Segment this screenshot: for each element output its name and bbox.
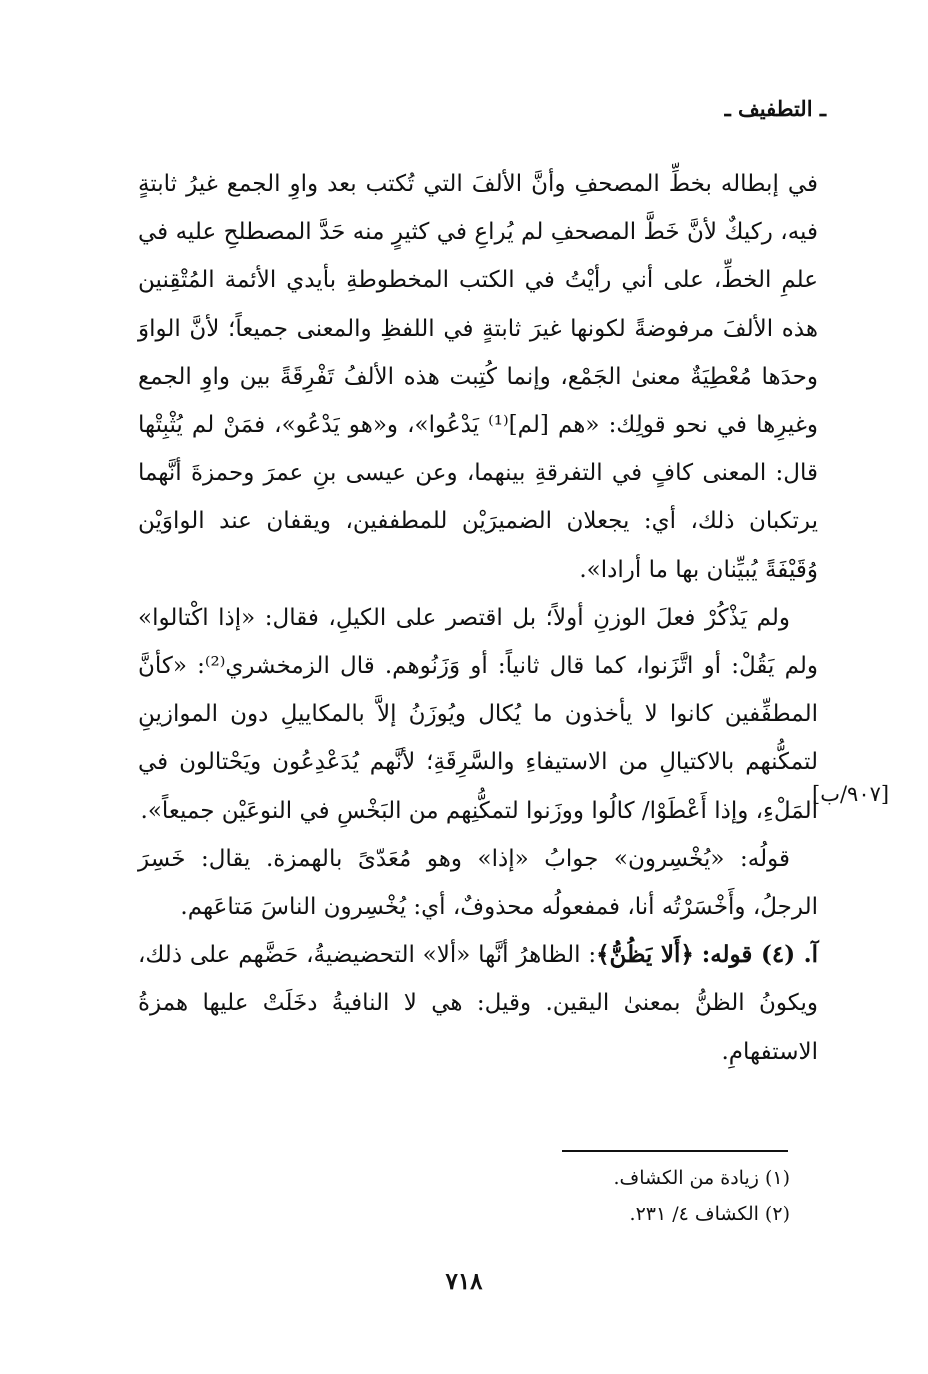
footnotes xyxy=(613,1160,790,1232)
paragraph-3: قولُه: «يُخْسِرون» جوابُ «إذا» وهو مُعَدّىً بالهمزة. يقال: خَسِرَ الرجلُ، وأَخْسَرْتُه أنا، فمفعولُه محذوفٌ، أي: يُخْسِرون الناسَ مَتاعَهم. xyxy=(138,845,818,921)
verse-quote: ﴿أَلا يَظُنُّ﴾ xyxy=(596,941,694,969)
verse-commentary: : الظاهرُ أنَّها «ألا» التحضيضيةُ، حَضَّهم على ذلك، ويكونُ الظنُّ بمعنىٰ اليقين. وقيل: هي لا النافيةُ دخَلَتْ عليها همزةُ الاستفهامِ. xyxy=(138,942,818,1065)
running-header: ـ التطفيف ـ xyxy=(724,96,826,121)
paragraph-2: ولم يَذْكُرْ فعلَ الوزنِ أولاً؛ بل اقتصر على الكيلِ، فقال: «إذا اكْتالوا» ولم يَقُلْ: أو اتَّزَنوا، كما قال ثانياً: أو وَزَنُوهم. قال الزمخشري⁽²⁾: «كأنَّ المطفِّفين كانوا لا يأخذون ما يُكال ويُوزَنُ إلاَّ بالمكاييلِ دون الموازينِ لتمكُّنهم بالاكتيالِ من الاستيفاءِ والسَّرِقَةِ؛ لأنَّهم يُدَعْدِعُون ويَحْتالون في المَلْءِ، وإذا أَعْطَوْا/ كالُوا ووزَنوا لتمكُّنِهم من البَخْسِ في النوعَيْن جميعاً». xyxy=(138,604,818,824)
verse-paragraph xyxy=(138,931,818,1076)
verse-prefix: آ. (٤) قوله: xyxy=(701,941,818,969)
main-text xyxy=(138,160,818,1076)
page-number: ٧١٨ xyxy=(445,1268,483,1295)
paragraph-1: في إبطاله بخطِّ المصحفِ وأنَّ الألفَ التي تُكتب بعد واوِ الجمع غيرُ ثابتةٍ فيه، ركيكٌ لأنَّ خَطَّ المصحفِ لم يُراعِ في كثيرٍ منه حَدَّ المصطلحِ عليه في علمِ الخطِّ، على أني رأيْتُ في الكتب المخطوطةِ بأيدي الأئمة المُتْقِنين هذه الألفَ مرفوضةً لكونها غيرَ ثابتةٍ في اللفظِ والمعنى جميعاً؛ لأنَّ الواوَ وحدَها مُعْطِيَةٌ معنىٰ الجَمْع، وإنما كُتِبت هذه الألفُ تَفْرِقَةً بين واوِ الجمع وغيرِها في نحو قولِك: «هم [لم]⁽¹⁾ يَدْعُوا»، و«هو يَدْعُو»، فمَنْ لم يُثْبِتْها قال: المعنى كافٍ في التفرقةِ بينهما، وعن عيسى بنِ عمرَ وحمزةَ أنَّهما يرتكبان ذلك، أي: يجعلان الضميرَيْن للمطففين، ويقفان عند الواوَيْن وُقَيْفَةً يُبيِّنان بها ما أرادا». xyxy=(138,171,818,583)
footnote-2: (٢) الكشاف ٤/ ٢٣١. xyxy=(629,1203,790,1225)
footnote-1: (١) زيادة من الكشاف. xyxy=(613,1167,790,1189)
manuscript-folio-marker: [٩٠٧/ب] xyxy=(812,782,890,806)
footnote-divider xyxy=(562,1150,788,1152)
